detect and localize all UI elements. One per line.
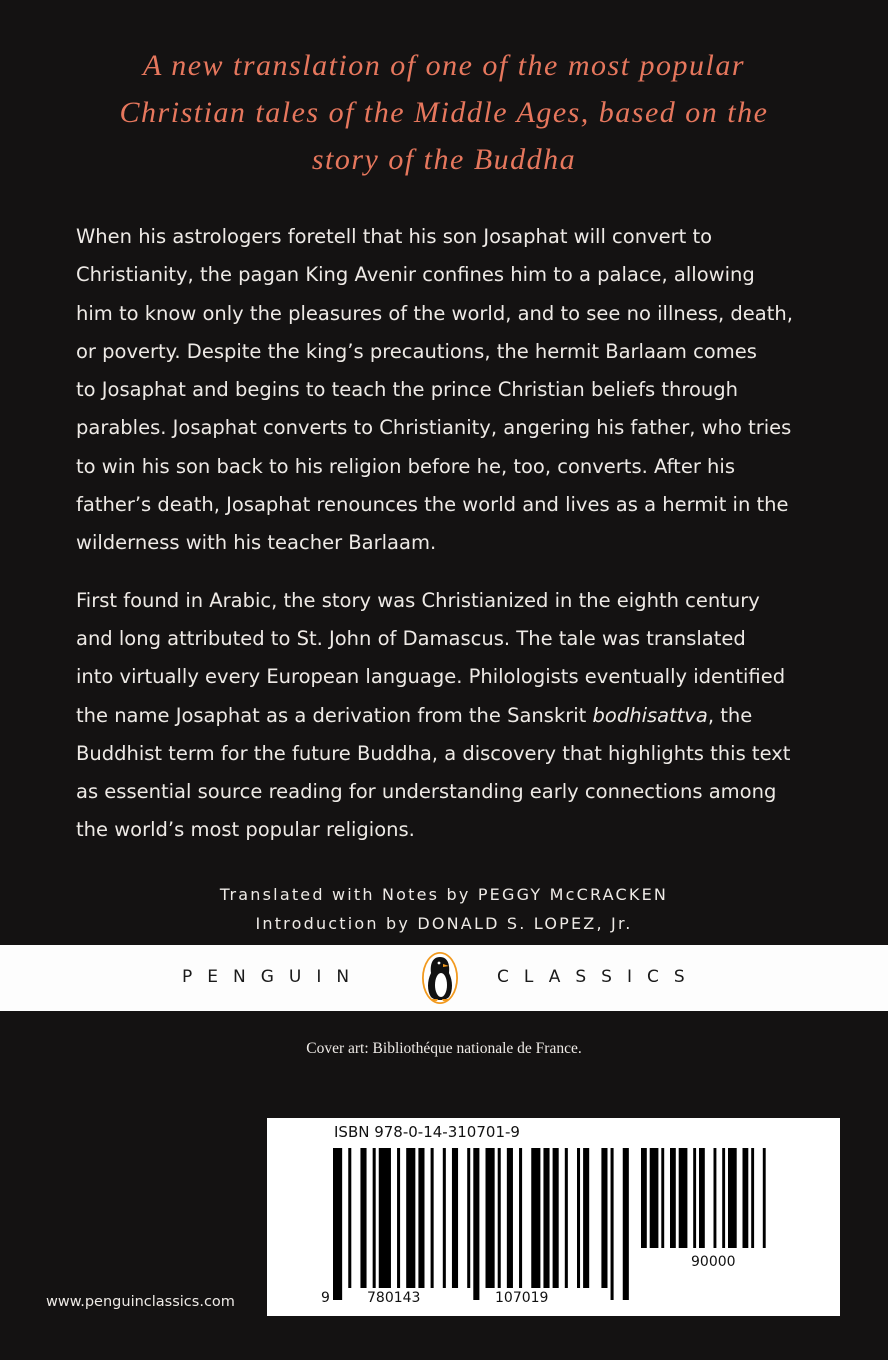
barcode-bar: [693, 1148, 696, 1248]
barcode-addon-digits: 90000: [691, 1254, 736, 1270]
barcode-bar: [751, 1148, 754, 1248]
barcode-bar: [670, 1148, 676, 1248]
blurb-text: , the: [707, 703, 753, 727]
blurb-line: wilderness with his teacher Barlaam.: [76, 531, 437, 555]
blurb-line: Buddhist term for the future Buddha, a discovery that highlights this text: [76, 741, 791, 765]
blurb-line: the world’s most popular religions.: [76, 818, 415, 842]
tagline-line: A new translation of one of the most popular: [142, 49, 746, 82]
blurb-text: the name Josaphat as a derivation from the Sanskrit: [76, 703, 593, 727]
barcode-bar: [623, 1148, 629, 1300]
tagline-line: Christian tales of the Middle Ages, based on the: [119, 96, 769, 129]
barcode-bar: [722, 1148, 725, 1248]
barcode-bar: [519, 1148, 522, 1288]
barcode-bar: [379, 1148, 391, 1288]
barcode-bar: [543, 1148, 549, 1288]
band-word-classics: CLASSICS: [497, 967, 700, 987]
penguin-logo-icon: [421, 951, 459, 1005]
blurb-line: as essential source reading for understanding early connections among: [76, 780, 777, 804]
barcode-bar: [641, 1148, 647, 1248]
barcode-bar: [418, 1148, 424, 1288]
isbn-number: ISBN 978-0-14-310701-9: [334, 1123, 520, 1141]
barcode-bar: [650, 1148, 659, 1248]
barcode-left-digits: 780143: [367, 1290, 421, 1306]
barcode-bar: [467, 1148, 470, 1288]
barcode-bar: [743, 1148, 749, 1248]
blurb-italic-term: bodhisattva: [592, 703, 708, 727]
barcode-bar: [452, 1148, 458, 1288]
blurb-line: First found in Arabic, the story was Christianized in the eighth century: [76, 588, 760, 612]
tagline-line: story of the Buddha: [311, 143, 577, 176]
barcode-bar: [583, 1148, 589, 1288]
barcode-bar: [333, 1148, 342, 1300]
barcode-bar: [498, 1148, 501, 1288]
blurb-line: parables. Josaphat converts to Christianity, angering his father, who tries: [76, 416, 792, 440]
barcode-right-digits: 107019: [495, 1290, 549, 1306]
tagline: [0, 42, 888, 183]
blurb-line: [76, 697, 816, 735]
translator-credit: Translated with Notes by PEGGY McCRACKEN: [219, 885, 669, 904]
barcode-bar: [507, 1148, 513, 1288]
barcode-bar: [601, 1148, 607, 1288]
barcode-bar: [699, 1148, 705, 1248]
introduction-credit: Introduction by DONALD S. LOPEZ, Jr.: [255, 914, 633, 933]
barcode-bar: [661, 1148, 664, 1248]
barcode-bar: [679, 1148, 688, 1248]
blurb-line: him to know only the pleasures of the world, and to see no illness, death,: [76, 301, 793, 325]
blurb: [76, 218, 816, 869]
barcode-bar: [431, 1148, 434, 1288]
barcode-bars: [267, 1118, 840, 1316]
blurb-line: to Josaphat and begins to teach the prince Christian beliefs through: [76, 378, 738, 402]
barcode-bar: [577, 1148, 580, 1288]
barcode: [267, 1118, 840, 1316]
blurb-paragraph-1: [76, 218, 816, 563]
barcode-bar: [714, 1148, 717, 1248]
barcode-bar: [348, 1148, 351, 1288]
blurb-line: father’s death, Josaphat renounces the world and lives as a hermit in the: [76, 493, 789, 517]
penguin-classics-band: [0, 945, 888, 1011]
barcode-bar: [763, 1148, 766, 1248]
blurb-line: to win his son back to his religion before he, too, converts. After his: [76, 454, 735, 478]
barcode-bar: [728, 1148, 737, 1248]
barcode-bar: [443, 1148, 446, 1288]
blurb-line: Christianity, the pagan King Avenir confines him to a palace, allowing: [76, 263, 755, 287]
blurb-line: or poverty. Despite the king’s precautions, the hermit Barlaam comes: [76, 339, 757, 363]
barcode-bar: [360, 1148, 366, 1288]
barcode-lead-digit: 9: [321, 1290, 330, 1306]
credits: [0, 880, 888, 938]
barcode-bar: [473, 1148, 479, 1300]
blurb-paragraph-2: [76, 582, 816, 850]
blurb-line: into virtually every European language. Philologists eventually identified: [76, 665, 786, 689]
barcode-bar: [565, 1148, 568, 1288]
barcode-bar: [397, 1148, 400, 1288]
blurb-line: When his astrologers foretell that his son Josaphat will convert to: [76, 225, 713, 248]
website-url: www.penguinclassics.com: [46, 1294, 235, 1310]
barcode-bar: [486, 1148, 495, 1288]
barcode-bar: [531, 1148, 540, 1288]
cover-art-credit: Cover art: Bibliothéque nationale de France.: [306, 1040, 582, 1057]
barcode-bar: [373, 1148, 376, 1288]
barcode-bar: [553, 1148, 559, 1288]
blurb-line: and long attributed to St. John of Damascus. The tale was translated: [76, 626, 746, 650]
barcode-bar: [406, 1148, 415, 1288]
barcode-bar: [611, 1148, 614, 1300]
band-word-penguin: PENGUIN: [182, 967, 365, 987]
